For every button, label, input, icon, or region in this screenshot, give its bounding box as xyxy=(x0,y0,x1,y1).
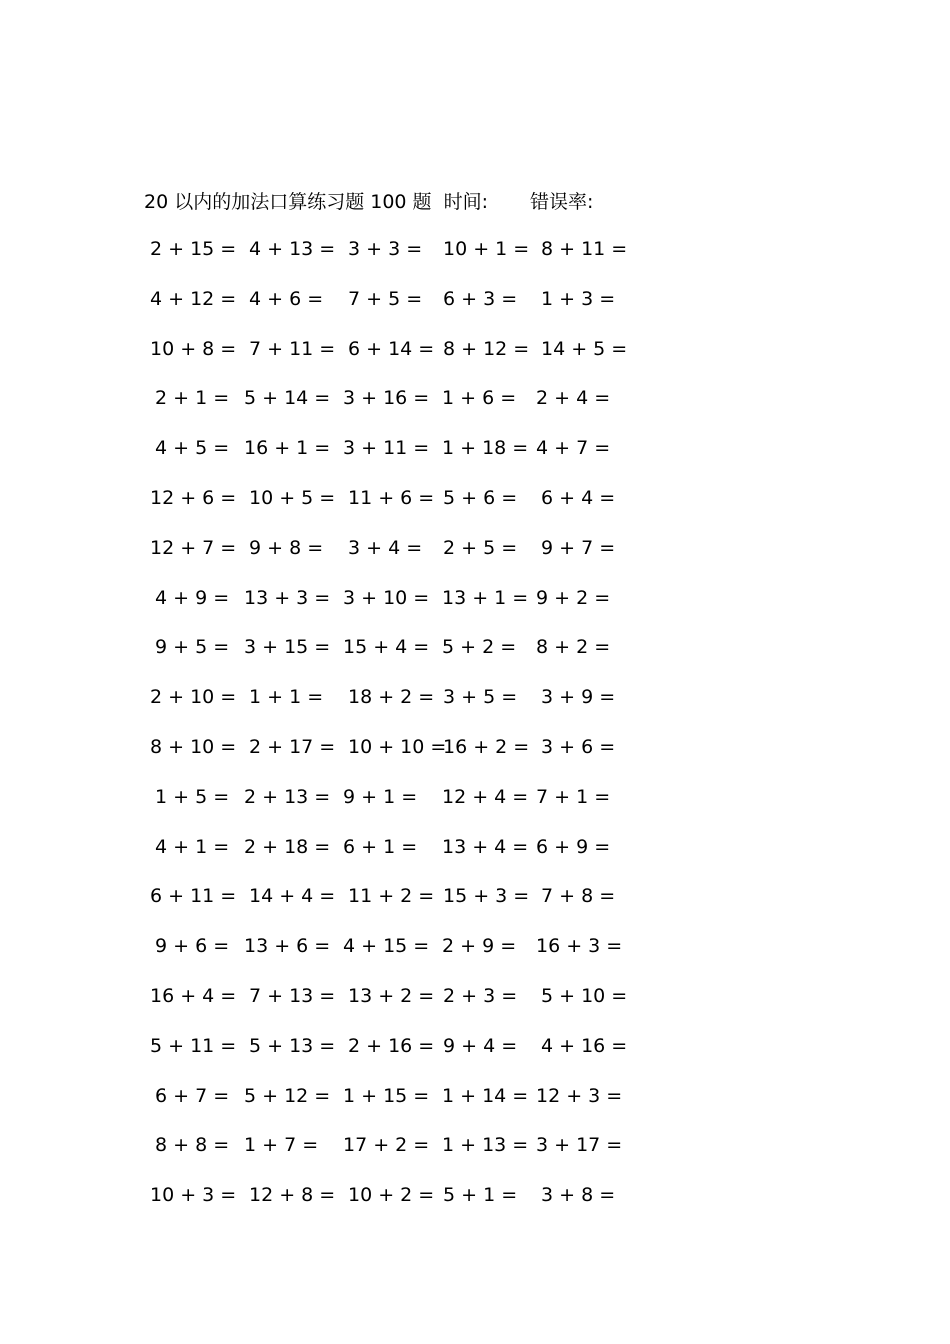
addition-problem: 13 + 6 = xyxy=(244,935,331,958)
addition-problem: 3 + 3 = xyxy=(348,238,423,260)
addition-problem: 1 + 1 = xyxy=(249,686,324,709)
addition-problem: 2 + 17 = xyxy=(249,735,336,758)
addition-problem: 9 + 8 = xyxy=(249,536,324,559)
addition-problem: 11 + 6 = xyxy=(348,486,435,509)
addition-problem: 10 + 5 = xyxy=(249,486,336,509)
addition-problem: 1 + 15 = xyxy=(343,1084,430,1107)
problem-row xyxy=(148,485,648,535)
addition-problem: 1 + 5 = xyxy=(155,785,230,808)
problem-row xyxy=(148,834,648,884)
problem-row xyxy=(148,1083,648,1133)
addition-problem: 2 + 9 = xyxy=(442,935,517,958)
problem-row xyxy=(148,336,648,386)
problem-grid xyxy=(148,236,648,1232)
problem-row xyxy=(148,734,648,784)
addition-problem: 7 + 8 = xyxy=(541,885,616,908)
addition-problem: 12 + 7 = xyxy=(150,536,237,559)
addition-problem: 4 + 7 = xyxy=(536,437,611,460)
addition-problem: 16 + 4 = xyxy=(150,984,237,1007)
addition-problem: 1 + 14 = xyxy=(442,1084,529,1107)
problem-row xyxy=(148,634,648,684)
addition-problem: 2 + 18 = xyxy=(244,835,331,858)
problem-row xyxy=(148,1132,648,1182)
addition-problem: 1 + 13 = xyxy=(442,1134,529,1157)
addition-problem: 5 + 6 = xyxy=(443,486,518,509)
addition-problem: 1 + 18 = xyxy=(442,437,529,460)
addition-problem: 14 + 4 = xyxy=(249,885,336,908)
addition-problem: 6 + 14 = xyxy=(348,337,435,360)
addition-problem: 15 + 3 = xyxy=(443,885,530,908)
addition-problem: 6 + 9 = xyxy=(536,835,611,858)
addition-problem: 6 + 7 = xyxy=(155,1084,230,1107)
addition-problem: 5 + 13 = xyxy=(249,1034,336,1057)
addition-problem: 7 + 5 = xyxy=(348,287,423,310)
addition-problem: 10 + 8 = xyxy=(150,337,237,360)
problem-row xyxy=(148,585,648,635)
addition-problem: 9 + 5 = xyxy=(155,636,230,659)
addition-problem: 5 + 14 = xyxy=(244,387,331,410)
addition-problem: 3 + 4 = xyxy=(348,536,423,559)
addition-problem: 12 + 4 = xyxy=(442,785,529,808)
addition-problem: 6 + 11 = xyxy=(150,885,237,908)
addition-problem: 5 + 1 = xyxy=(443,1184,518,1207)
addition-problem: 10 + 2 = xyxy=(348,1184,435,1207)
addition-problem: 8 + 12 = xyxy=(443,337,530,360)
addition-problem: 3 + 11 = xyxy=(343,437,430,460)
problem-row xyxy=(148,535,648,585)
problem-row xyxy=(148,983,648,1033)
addition-problem: 8 + 2 = xyxy=(536,636,611,659)
addition-problem: 2 + 5 = xyxy=(443,536,518,559)
error-rate-label: 错误率: xyxy=(529,190,594,213)
addition-problem: 4 + 6 = xyxy=(249,287,324,310)
problem-row xyxy=(148,684,648,734)
addition-problem: 5 + 11 = xyxy=(150,1034,237,1057)
addition-problem: 2 + 4 = xyxy=(536,387,611,410)
addition-problem: 12 + 3 = xyxy=(536,1084,623,1107)
addition-problem: 10 + 10 = xyxy=(348,735,447,758)
problem-row xyxy=(148,784,648,834)
addition-problem: 9 + 1 = xyxy=(343,785,418,808)
addition-problem: 4 + 13 = xyxy=(249,238,336,260)
addition-problem: 1 + 3 = xyxy=(541,287,616,310)
addition-problem: 10 + 3 = xyxy=(150,1184,237,1207)
addition-problem: 2 + 3 = xyxy=(443,984,518,1007)
addition-problem: 16 + 1 = xyxy=(244,437,331,460)
addition-problem: 5 + 2 = xyxy=(442,636,517,659)
addition-problem: 9 + 6 = xyxy=(155,935,230,958)
addition-problem: 6 + 4 = xyxy=(541,486,616,509)
problem-row xyxy=(148,1033,648,1083)
addition-problem: 4 + 1 = xyxy=(155,835,230,858)
addition-problem: 4 + 16 = xyxy=(541,1034,628,1057)
addition-problem: 12 + 8 = xyxy=(249,1184,336,1207)
addition-problem: 7 + 1 = xyxy=(536,785,611,808)
addition-problem: 9 + 2 = xyxy=(536,586,611,609)
addition-problem: 4 + 9 = xyxy=(155,586,230,609)
addition-problem: 12 + 6 = xyxy=(150,486,237,509)
worksheet-title: 20 以内的加法口算练习题 100 题 xyxy=(144,190,432,213)
problem-row xyxy=(148,933,648,983)
problem-row xyxy=(148,435,648,485)
addition-problem: 8 + 8 = xyxy=(155,1134,230,1157)
addition-problem: 3 + 17 = xyxy=(536,1134,623,1157)
addition-problem: 7 + 13 = xyxy=(249,984,336,1007)
addition-problem: 16 + 2 = xyxy=(443,735,530,758)
addition-problem: 2 + 15 = xyxy=(150,238,237,260)
addition-problem: 3 + 8 = xyxy=(541,1184,616,1207)
addition-problem: 2 + 13 = xyxy=(244,785,331,808)
addition-problem: 6 + 3 = xyxy=(443,287,518,310)
addition-problem: 7 + 11 = xyxy=(249,337,336,360)
addition-problem: 11 + 2 = xyxy=(348,885,435,908)
addition-problem: 10 + 1 = xyxy=(443,238,530,260)
worksheet-header xyxy=(144,186,593,214)
addition-problem: 3 + 6 = xyxy=(541,735,616,758)
addition-problem: 5 + 10 = xyxy=(541,984,628,1007)
addition-problem: 13 + 2 = xyxy=(348,984,435,1007)
problem-row xyxy=(148,385,648,435)
addition-problem: 14 + 5 = xyxy=(541,337,628,360)
addition-problem: 8 + 10 = xyxy=(150,735,237,758)
addition-problem: 13 + 1 = xyxy=(442,586,529,609)
addition-problem: 6 + 1 = xyxy=(343,835,418,858)
addition-problem: 3 + 9 = xyxy=(541,686,616,709)
addition-problem: 2 + 16 = xyxy=(348,1034,435,1057)
addition-problem: 17 + 2 = xyxy=(343,1134,430,1157)
addition-problem: 2 + 1 = xyxy=(155,387,230,410)
addition-problem: 13 + 3 = xyxy=(244,586,331,609)
addition-problem: 3 + 16 = xyxy=(343,387,430,410)
addition-problem: 4 + 12 = xyxy=(150,287,237,310)
addition-problem: 18 + 2 = xyxy=(348,686,435,709)
addition-problem: 5 + 12 = xyxy=(244,1084,331,1107)
addition-problem: 3 + 10 = xyxy=(343,586,430,609)
addition-problem: 13 + 4 = xyxy=(442,835,529,858)
time-label: 时间: xyxy=(443,190,488,213)
problem-row xyxy=(148,1182,648,1232)
addition-problem: 4 + 15 = xyxy=(343,935,430,958)
addition-problem: 3 + 5 = xyxy=(443,686,518,709)
addition-problem: 3 + 15 = xyxy=(244,636,331,659)
addition-problem: 1 + 6 = xyxy=(442,387,517,410)
addition-problem: 9 + 7 = xyxy=(541,536,616,559)
addition-problem: 15 + 4 = xyxy=(343,636,430,659)
addition-problem: 9 + 4 = xyxy=(443,1034,518,1057)
addition-problem: 1 + 7 = xyxy=(244,1134,319,1157)
problem-row xyxy=(148,236,648,286)
addition-problem: 4 + 5 = xyxy=(155,437,230,460)
addition-problem: 2 + 10 = xyxy=(150,686,237,709)
addition-problem: 8 + 11 = xyxy=(541,238,628,260)
problem-row xyxy=(148,883,648,933)
addition-problem: 16 + 3 = xyxy=(536,935,623,958)
problem-row xyxy=(148,286,648,336)
